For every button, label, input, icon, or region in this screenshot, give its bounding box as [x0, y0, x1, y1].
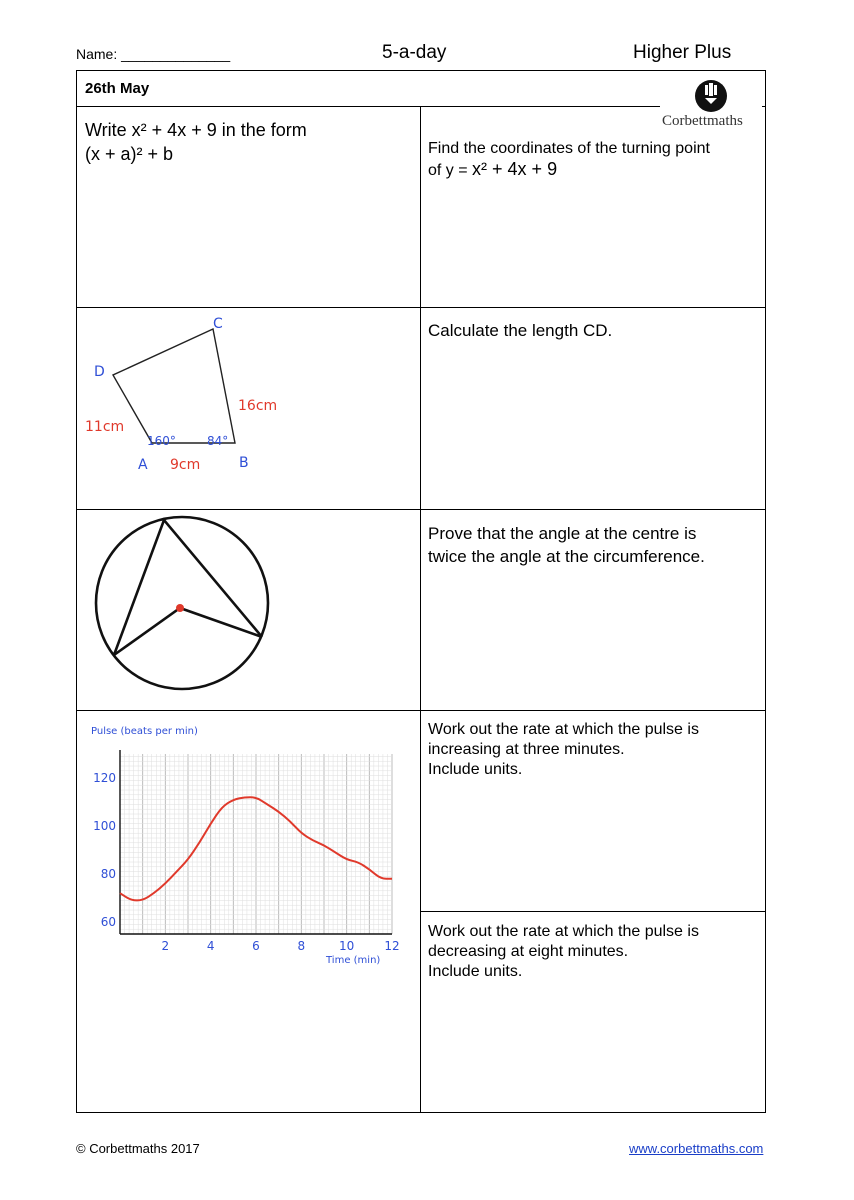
y-tick-label: 100: [93, 819, 116, 833]
question-3: Calculate the length CD.: [428, 321, 613, 340]
question-4-line-2: twice the angle at the circumference.: [428, 547, 705, 566]
question-5-line-3: Include units.: [428, 761, 523, 778]
centre-angle-lines: [114, 608, 262, 655]
length-da-label: 11cm: [85, 419, 125, 435]
footer-website-link[interactable]: www.corbettmaths.com: [629, 1141, 764, 1156]
row-divider-3: [76, 710, 766, 711]
question-1-line-2: (x + a)² + b: [85, 144, 174, 164]
question-5: [428, 720, 699, 780]
y-tick-label: 80: [100, 867, 116, 881]
circle-theorem-diagram: [90, 512, 274, 696]
question-6-line-3: Include units.: [428, 963, 523, 980]
question-2-prefix: of y =: [428, 162, 473, 179]
name-label: Name: ______________: [76, 46, 231, 62]
question-6-line-1: Work out the rate at which the pulse is: [428, 923, 699, 940]
vertex-a-label: A: [138, 457, 148, 473]
corbettmaths-logo-icon: [693, 79, 729, 113]
question-2-line-1: Find the coordinates of the turning point: [428, 140, 710, 157]
vertex-d-label: D: [94, 364, 105, 380]
y-tick-label: 120: [93, 771, 116, 785]
vertex-b-label: B: [239, 455, 249, 471]
worksheet-title: 5-a-day: [382, 42, 447, 63]
chart-y-axis-label: Pulse (beats per min): [91, 726, 198, 737]
question-6-line-2: decreasing at eight minutes.: [428, 943, 629, 960]
row-divider-4: [420, 911, 766, 912]
question-6: [428, 922, 699, 982]
question-5-line-1: Work out the rate at which the pulse is: [428, 721, 699, 738]
angle-a-label: 160°: [147, 434, 176, 448]
question-2-expression: x² + 4x + 9: [472, 159, 558, 179]
logo-text: Corbettmaths: [662, 113, 743, 129]
vertex-c-label: C: [213, 316, 223, 332]
worksheet-level: Higher Plus: [633, 42, 732, 63]
x-tick-label: 10: [339, 939, 355, 953]
question-4-line-1: Prove that the angle at the centre is: [428, 524, 697, 543]
question-2-line-2: [428, 159, 710, 181]
length-ab-label: 9cm: [170, 457, 201, 473]
y-tick-label: 60: [100, 915, 116, 929]
question-4: [428, 522, 705, 568]
quadrilateral-diagram: [80, 312, 310, 482]
question-5-line-2: increasing at three minutes.: [428, 741, 625, 758]
chart-x-axis-label: Time (min): [326, 955, 381, 966]
column-divider: [420, 106, 421, 1113]
row-divider-2: [76, 509, 766, 510]
circle-centre-point: [176, 604, 184, 612]
question-1: [85, 118, 307, 166]
quadrilateral-shape: [113, 329, 235, 443]
x-tick-label: 6: [252, 939, 260, 953]
date-label: 26th May: [85, 80, 150, 97]
x-tick-label: 8: [297, 939, 306, 953]
x-tick-label: 2: [161, 939, 170, 953]
x-tick-label: 12: [384, 939, 400, 953]
question-1-line-1: Write x² + 4x + 9 in the form: [85, 120, 307, 140]
chart-grid: [120, 754, 392, 934]
row-divider-1: [76, 307, 766, 308]
length-bc-label: 16cm: [238, 398, 278, 414]
angle-b-label: 84°: [207, 434, 229, 448]
question-2: [428, 138, 710, 181]
x-tick-label: 4: [206, 939, 215, 953]
pulse-chart: [80, 716, 410, 976]
footer-copyright: © Corbettmaths 2017: [76, 1141, 200, 1156]
